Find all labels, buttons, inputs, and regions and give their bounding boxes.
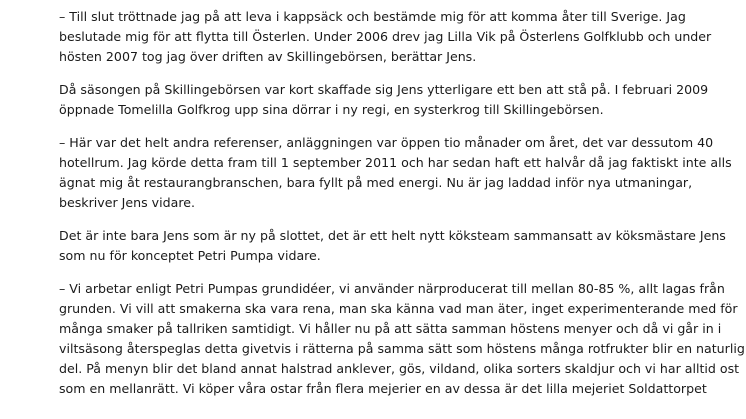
paragraph-petri-pumpa-concept	[59, 279, 745, 399]
text-line: som nu för konceptet Petri Pumpa vidare.	[59, 248, 321, 263]
text-line: Då säsongen på Skillingebörsen var kort skaffade sig Jens ytterligare ett ben att stå på. I februari 2009	[59, 82, 709, 97]
paragraph-references	[59, 133, 732, 213]
paragraph-tomelilla-golfkrog	[59, 80, 719, 120]
text-line: beskriver Jens vidare.	[59, 195, 195, 210]
text-line: – Vi arbetar enligt Petri Pumpas grundidéer, vi använder närproducerat till mellan 80-85 %, allt lagas från	[59, 281, 725, 296]
text-line: många smaker på tallriken samtidigt. Vi håller nu på att sätta samman höstens menyer och då vi går in i	[59, 321, 722, 336]
text-line: Det är inte bara Jens som är ny på slottet, det är ett helt nytt köksteam sammansatt av köksmästare Jens	[59, 228, 726, 243]
text-line: viltsäsong återspeglas detta givetvis i rätterna på samma sätt som höstens många rotfrukter blir en naturlig	[59, 341, 745, 356]
text-line: beslutade mig för att flytta till Österlen. Under 2006 drev jag Lilla Vik på Österlens Golfklubb och under	[59, 29, 712, 44]
text-line: öppnade Tomelilla Golfkrog upp sina dörrar i ny regi, en systerkrog till Skillingebörsen.	[59, 102, 604, 117]
paragraph-return-to-sweden	[59, 7, 719, 67]
text-line: – Här var det helt andra referenser, anläggningen var öppen tio månader om året, det var dessutom 40	[59, 135, 714, 150]
text-line: grunden. Vi vill att smakerna ska vara rena, man ska känna vad man äter, inget experimenterande med för	[59, 301, 738, 316]
text-line: hotellrum. Jag körde detta fram till 1 september 2011 och har sedan haft ett halvår då jag faktiskt inte alls	[59, 155, 732, 170]
text-line: del. På menyn blir det bland annat halstrad anklever, gös, vildand, olika sorters skaldjur och vi har alltid ost	[59, 361, 740, 376]
text-line: ägnat mig åt restaurangbranschen, bara fyllt på med energi. Nu är jag laddad inför nya utmaningar,	[59, 175, 693, 190]
text-line: hösten 2007 tog jag över driften av Skillingebörsen, berättar Jens.	[59, 49, 477, 64]
text-line: – Till slut tröttnade jag på att leva i kappsäck och bestämde mig för att komma åter till Sverige. Jag	[59, 9, 686, 24]
text-line: som en mellanrätt. Vi köper våra ostar från flera mejerier en av dessa är det lilla mejeriet Soldattorpet	[59, 381, 707, 396]
paragraph-kitchen-team	[59, 226, 726, 266]
document-body	[59, 7, 745, 412]
